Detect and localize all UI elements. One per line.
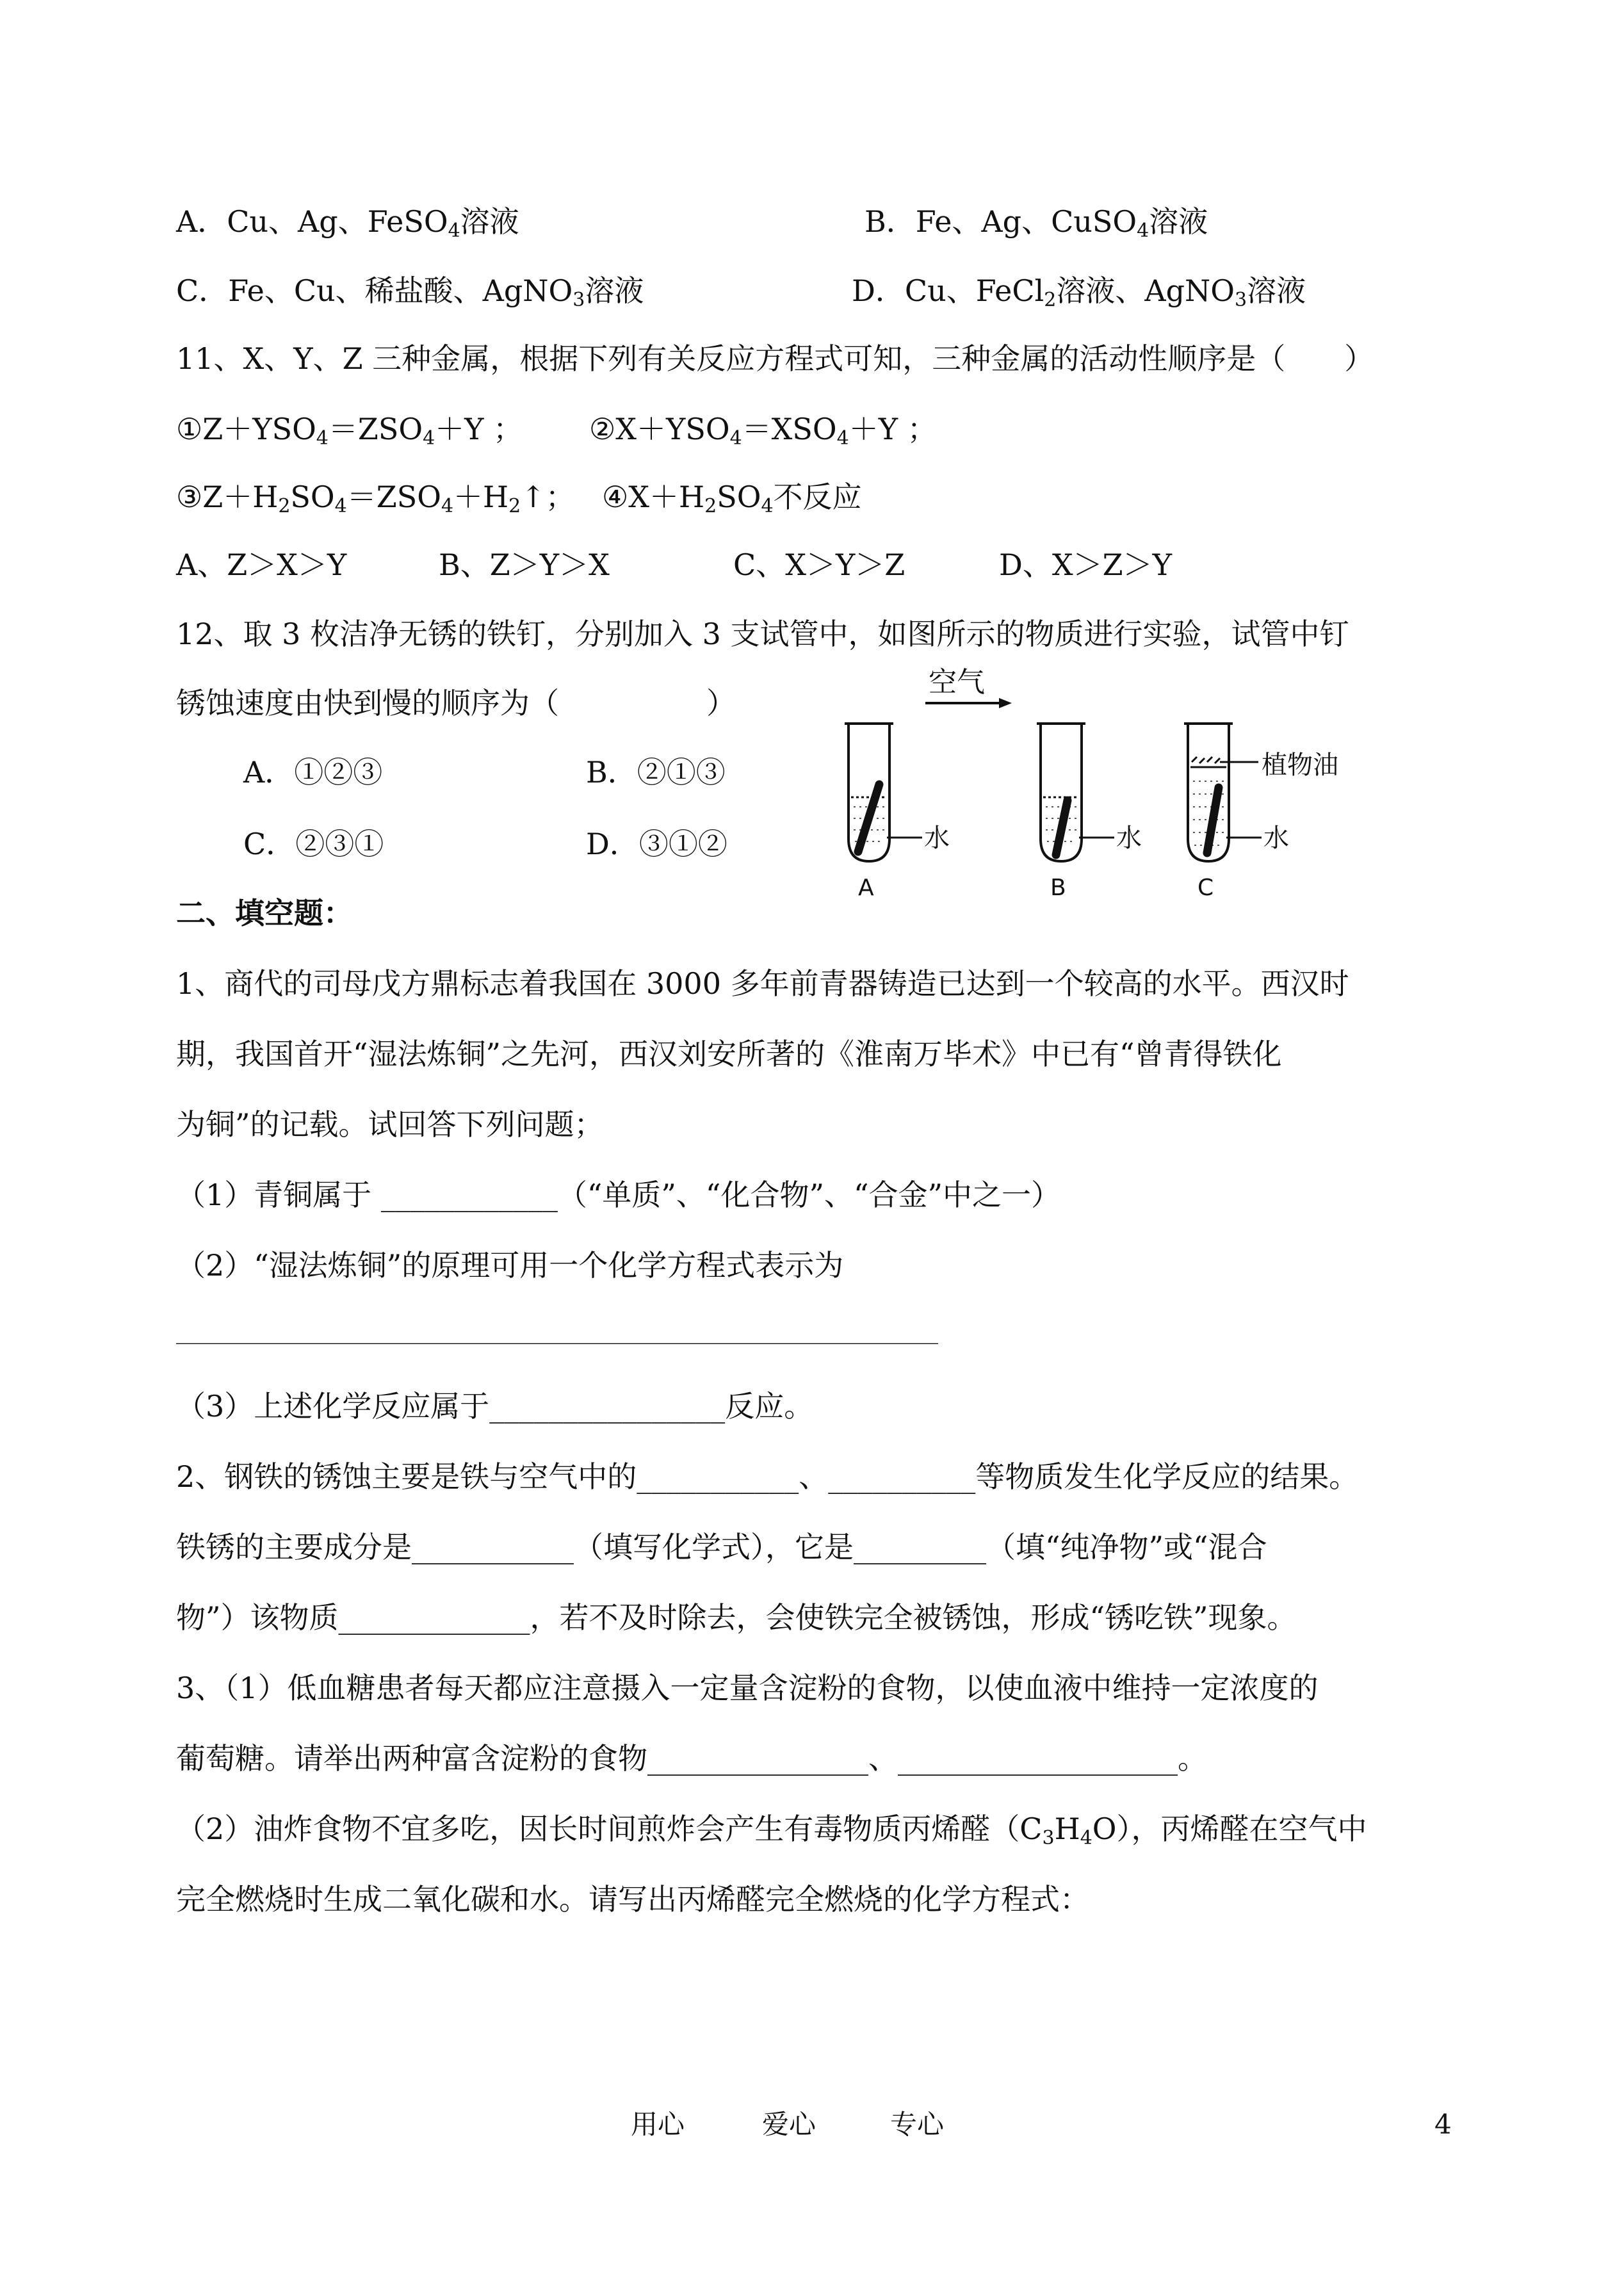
section-title: 二、填空题： bbox=[176, 896, 353, 930]
footer-motto-1: 用心 bbox=[631, 2109, 685, 2140]
q10-option-a: A．Cu、Ag、FeSO$_4$溶液 bbox=[176, 204, 519, 242]
q11-reaction-3: $③Z+H_2SO_4=ZSO_4+H_2↑$； bbox=[176, 480, 575, 517]
footer-motto-2: 爱心 bbox=[762, 2109, 816, 2140]
q12-option-b: B．②①③ bbox=[586, 755, 726, 790]
fill1-answer-blank[interactable]: ______________________________________________________________________ bbox=[176, 1319, 938, 1345]
q11-reaction-1: $①Z+YSO_4=ZSO_4+Y$ ； bbox=[176, 412, 523, 450]
q12-stem-line-2: 锈蚀速度由快到慢的顺序为（ ） bbox=[176, 686, 736, 720]
iron-nail-c bbox=[1207, 788, 1219, 853]
q12-option-a: A．①②③ bbox=[243, 755, 383, 790]
test-tube-a bbox=[845, 724, 950, 901]
q10-option-c: C．Fe、Cu、稀盐酸、AgNO$_3$溶液 bbox=[176, 273, 644, 311]
fill3-line-3: （2）油炸食物不宜多吃，因长时间煎炸会产生有毒物质丙烯醛$(C_3H_4O)$，丙烯醛在空气中 bbox=[176, 1812, 1367, 1849]
page-number: 4 bbox=[1434, 2109, 1452, 2140]
tube-label-c: C bbox=[1198, 875, 1214, 901]
iron-nail-b bbox=[1056, 800, 1068, 855]
fill1-subquestion-2: （2）“湿法炼铜”的原理可用一个化学方程式表示为 bbox=[176, 1248, 844, 1283]
q10-option-d: D．Cu、FeCl$_2$溶液、AgNO$_3$溶液 bbox=[852, 273, 1306, 311]
q11-stem: 11、X、Y、Z 三种金属，根据下列有关反应方程式可知，三种金属的活动性顺序是（ ） bbox=[176, 341, 1374, 376]
fill1-paragraph-line-3: 为铜”的记载。试回答下列问题； bbox=[176, 1107, 604, 1142]
test-tube-b bbox=[1037, 724, 1142, 901]
fill1-subquestion-1: （1）青铜属于 ____________（“单质”、“化合物”、“合金”中之一） bbox=[176, 1178, 1060, 1212]
q11-reaction-2: $②X+YSO_4=XSO_4+Y$ ； bbox=[589, 412, 937, 450]
test-tube-c bbox=[1184, 724, 1338, 901]
air-arrow-icon bbox=[925, 698, 1012, 708]
water-label-b: 水 bbox=[1116, 823, 1142, 853]
fill1-paragraph-line-1: 1、商代的司母戊方鼎标志着我国在 3000 多年前青器铸造已达到一个较高的水平。西汉时 bbox=[176, 966, 1349, 1001]
fill2-line-2: 铁锈的主要成分是___________（填写化学式），它是_________（填“纯净物”或“混合 bbox=[176, 1530, 1267, 1564]
fill3-line-2: 葡萄糖。请举出两种富含淀粉的食物_______________、___________________。 bbox=[176, 1741, 1207, 1776]
fill3-line-1: 3、（1）低血糖患者每天都应注意摄入一定量含淀粉的食物，以使血液中维持一定浓度的 bbox=[176, 1671, 1319, 1705]
footer-motto-3: 专心 bbox=[890, 2109, 945, 2140]
fill1-subquestion-3: （3）上述化学反应属于________________反应。 bbox=[176, 1389, 814, 1423]
air-label: 空气 bbox=[929, 666, 985, 699]
water-label-a: 水 bbox=[924, 823, 950, 853]
fill3-line-4: 完全燃烧时生成二氧化碳和水。请写出丙烯醛完全燃烧的化学方程式： bbox=[176, 1882, 1089, 1917]
test-tube-figure bbox=[823, 666, 1470, 903]
q11-option-d: D、X＞Z＞Y bbox=[999, 547, 1172, 582]
oil-layer bbox=[1192, 757, 1220, 763]
fill2-line-1: 2、钢铁的锈蚀主要是铁与空气中的___________、__________等物质发生化学反应的结果。 bbox=[176, 1459, 1359, 1494]
q11-option-c: C、X＞Y＞Z bbox=[733, 547, 905, 582]
water-label-c: 水 bbox=[1263, 823, 1289, 853]
q12-stem-line-1: 12、取 3 枚洁净无锈的铁钉，分别加入 3 支试管中，如图所示的物质进行实验，试管中钉 bbox=[176, 617, 1349, 651]
oil-label: 植物油 bbox=[1262, 750, 1338, 780]
q12-option-c: C．②③① bbox=[243, 827, 384, 861]
q10-option-b: B．Fe、Ag、CuSO$_4$溶液 bbox=[865, 204, 1208, 242]
q12-option-d: D．③①② bbox=[586, 827, 727, 861]
q11-reaction-4: $④X+H_2SO_4$不反应 bbox=[602, 480, 862, 517]
fill1-paragraph-line-2: 期，我国首开“湿法炼铜”之先河，西汉刘安所著的《淮南万毕术》中已有“曾青得铁化 bbox=[176, 1037, 1282, 1071]
q11-option-b: B、Z＞Y＞X bbox=[439, 547, 610, 582]
q11-option-a: A、Z＞X＞Y bbox=[176, 547, 347, 582]
tube-label-a: A bbox=[858, 875, 874, 901]
tube-label-b: B bbox=[1050, 875, 1066, 901]
fill2-line-3: 物”）该物质_____________，若不及时除去，会使铁完全被锈蚀，形成“锈吃铁”现象。 bbox=[176, 1600, 1297, 1635]
